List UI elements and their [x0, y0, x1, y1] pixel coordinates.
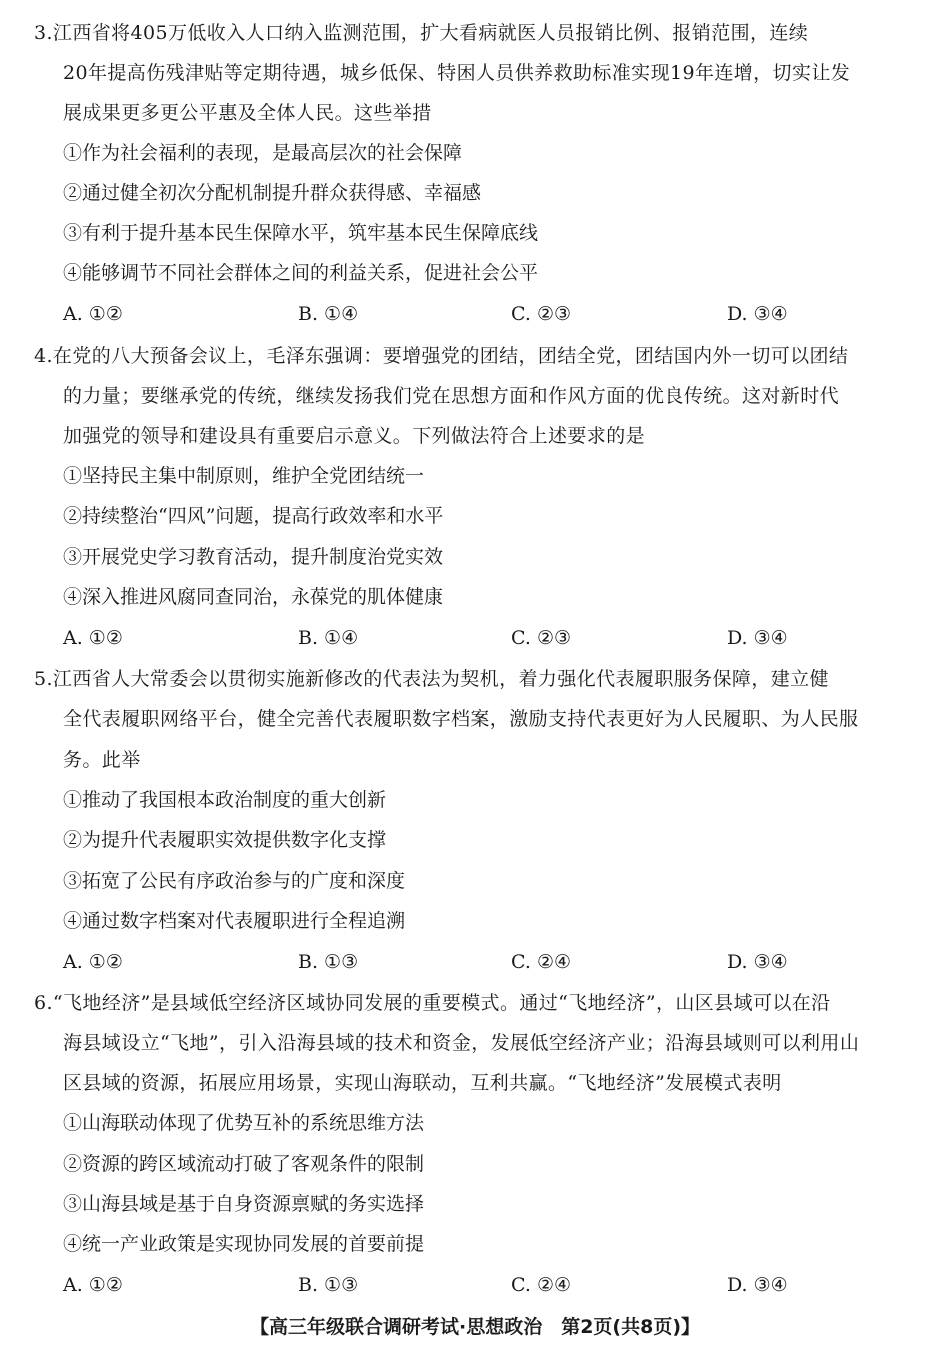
answer-choice-c: C. ②④ — [511, 1274, 572, 1296]
statement-option: ③开展党史学习教育活动，提升制度治党实效 — [63, 546, 444, 568]
answer-choice-d: D. ③④ — [727, 1274, 788, 1296]
answer-choice-d: D. ③④ — [727, 951, 788, 973]
statement-option: ②通过健全初次分配机制提升群众获得感、幸福感 — [63, 182, 482, 204]
answer-choice-a: A. ①② — [63, 1274, 123, 1296]
answer-choice-b: B. ①③ — [298, 1274, 359, 1296]
question-stem-line: 区县域的资源，拓展应用场景，实现山海联动，互利共赢。“飞地经济”发展模式表明 — [63, 1072, 782, 1094]
answer-choice-a: A. ①② — [63, 951, 123, 973]
statement-option: ①山海联动体现了优势互补的系统思维方法 — [63, 1112, 425, 1134]
statement-option: ④深入推进风腐同查同治，永葆党的肌体健康 — [63, 586, 444, 608]
statement-option: ④通过数字档案对代表履职进行全程追溯 — [63, 910, 406, 932]
statement-option: ③有利于提升基本民生保障水平，筑牢基本民生保障底线 — [63, 222, 539, 244]
answer-choice-c: C. ②④ — [511, 951, 572, 973]
question-stem-line: 20年提高伤残津贴等定期待遇，城乡低保、特困人员供养救助标准实现19年连增，切实让发 — [63, 62, 851, 84]
answer-choice-d: D. ③④ — [727, 627, 788, 649]
answer-choice-b: B. ①④ — [298, 627, 359, 649]
answer-choice-c: C. ②③ — [511, 627, 572, 649]
statement-option: ①作为社会福利的表现，是最高层次的社会保障 — [63, 142, 463, 164]
statement-option: ②持续整治“四风”问题，提高行政效率和水平 — [63, 505, 444, 527]
question-stem-line: 海县域设立“飞地”，引入沿海县域的技术和资金，发展低空经济产业；沿海县域则可以利用山 — [63, 1032, 860, 1054]
answer-choice-a: A. ①② — [63, 303, 123, 325]
question-stem-line: 3.江西省将405万低收入人口纳入监测范围，扩大看病就医人员报销比例、报销范围，连续 — [34, 22, 809, 44]
answer-choice-d: D. ③④ — [727, 303, 788, 325]
question-stem-line: 6.“飞地经济”是县域低空经济区域协同发展的重要模式。通过“飞地经济”，山区县域可以在沿 — [34, 992, 831, 1014]
page-footer: 【高三年级联合调研考试·思想政治 第2页(共8页)】 — [249, 1316, 701, 1338]
question-stem-line: 务。此举 — [63, 749, 141, 771]
answer-choice-c: C. ②③ — [511, 303, 572, 325]
question-stem-line: 的力量；要继承党的传统，继续发扬我们党在思想方面和作风方面的优良传统。这对新时代 — [63, 385, 840, 407]
question-stem-line: 加强党的领导和建设具有重要启示意义。下列做法符合上述要求的是 — [63, 425, 646, 447]
statement-option: ②为提升代表履职实效提供数字化支撑 — [63, 829, 387, 851]
statement-option: ③拓宽了公民有序政治参与的广度和深度 — [63, 870, 406, 892]
question-stem-line: 全代表履职网络平台，健全完善代表履职数字档案，激励支持代表更好为人民履职、为人民服 — [63, 708, 859, 730]
statement-option: ④统一产业政策是实现协同发展的首要前提 — [63, 1233, 425, 1255]
statement-option: ②资源的跨区域流动打破了客观条件的限制 — [63, 1153, 425, 1175]
answer-choice-a: A. ①② — [63, 627, 123, 649]
statement-option: ④能够调节不同社会群体之间的利益关系，促进社会公平 — [63, 262, 539, 284]
statement-option: ①推动了我国根本政治制度的重大创新 — [63, 789, 387, 811]
statement-option: ①坚持民主集中制原则，维护全党团结统一 — [63, 465, 425, 487]
question-stem-line: 展成果更多更公平惠及全体人民。这些举措 — [63, 102, 432, 124]
question-stem-line: 4.在党的八大预备会议上，毛泽东强调：要增强党的团结，团结全党，团结国内外一切可以团结 — [34, 345, 849, 367]
answer-choice-b: B. ①③ — [298, 951, 359, 973]
question-stem-line: 5.江西省人大常委会以贯彻实施新修改的代表法为契机，着力强化代表履职服务保障，建立健 — [34, 668, 829, 690]
statement-option: ③山海县域是基于自身资源禀赋的务实选择 — [63, 1193, 425, 1215]
answer-choice-b: B. ①④ — [298, 303, 359, 325]
